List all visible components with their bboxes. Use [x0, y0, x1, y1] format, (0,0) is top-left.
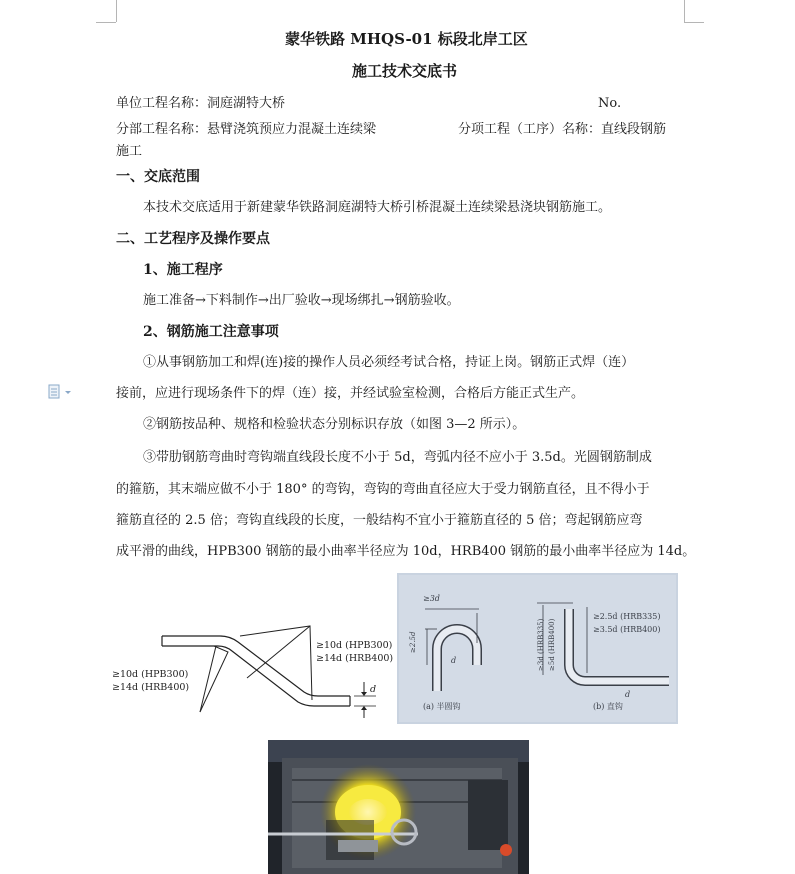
margin-corner-top-left — [116, 0, 117, 22]
sub-project-name: 分部工程名称：悬臂浇筑预应力混凝土连续梁 — [116, 122, 377, 137]
fig2-label-35d-hrb400: ≥3.5d (HRB400) — [593, 625, 661, 634]
doc-title: 蒙华铁路 MHQS-01 标段北岸工区 — [285, 30, 528, 48]
fig2-label-hrb335-v: ≥3d (HRB335) — [537, 618, 545, 671]
fig2-label-d1: d — [451, 656, 457, 665]
section-2-heading: 二、工艺程序及操作要点 — [116, 231, 270, 247]
paragraph-1-line-2: 接前，应进行现场条件下的焊（连）接，并经试验室检测，合格后方能正式生产。 — [116, 386, 585, 401]
fig2-label-hrb400-v: ≥5d (HRB400) — [548, 618, 556, 671]
fig2-label-3d: ≥3d — [423, 594, 440, 603]
paragraph-3-line-1: ③带肋钢筋弯曲时弯钩端直线段长度不小于 5d，弯弧内径不应小于 3.5d。光圆钢筋制成 — [143, 450, 652, 465]
paragraph-2: ②钢筋按品种、规格和检验状态分别标识存放（如图 3—2 所示）。 — [143, 417, 526, 432]
margin-corner-top-right — [684, 0, 685, 22]
margin-corner-top-right-h — [684, 22, 704, 23]
paragraph-menu-icon[interactable] — [48, 384, 74, 400]
paragraph-3-line-2: 的箍筋，其末端应做不小于 180° 的弯钩，弯钩的弯曲直径应大于受力钢筋直径，且不得小于 — [116, 482, 650, 497]
fig2-label-25d: ≥2.5d — [409, 631, 417, 653]
hook-diagram-scan — [397, 573, 678, 724]
fig1-label-left-2: ≥14d (HRB400) — [112, 682, 190, 693]
unit-project-name: 单位工程名称：洞庭湖特大桥 — [116, 96, 286, 111]
section-1-body: 本技术交底适用于新建蒙华铁路洞庭湖特大桥引桥混凝土连续梁悬浇块钢筋施工。 — [143, 200, 612, 215]
doc-subtitle: 施工技术交底书 — [352, 62, 458, 80]
fig2-caption-a: (a) 半圆钩 — [423, 702, 461, 711]
paragraph-1-line-1: ①从事钢筋加工和焊(连)接的操作人员必须经考试合格，持证上岗。钢筋正式焊（连） — [143, 355, 635, 370]
subsection-1-body: 施工准备→下料制作→出厂验收→现场绑扎→钢筋验收。 — [143, 293, 460, 308]
item-project-name-cont: 施工 — [116, 144, 143, 159]
fig1-label-right-1: ≥10d (HPB300) — [316, 640, 393, 651]
paragraph-3-line-3: 箍筋直径的 2.5 倍；弯钩直线段的长度，一般结构不宜小于箍筋直径的 5 倍；弯起钢筋应弯 — [116, 513, 643, 528]
paragraph-3-line-4: 成平滑的曲线，HPB300 钢筋的最小曲率半径应为 10d，HRB400 钢筋的最小曲率半径应为 14d。 — [116, 544, 696, 559]
subsection-1-heading: 1、施工程序 — [143, 262, 223, 278]
bent-bar-diagram — [112, 622, 402, 718]
item-project-name: 分项工程（工序）名称：直线段钢筋 — [458, 122, 667, 137]
fig2-label-d2: d — [625, 690, 631, 699]
fig1-label-right-2: ≥14d (HRB400) — [316, 653, 394, 664]
fig1-label-d: d — [370, 684, 377, 695]
fig1-label-left-1: ≥10d (HPB300) — [112, 669, 189, 680]
fig2-caption-b: (b) 直钩 — [593, 702, 623, 711]
document-number: No. — [598, 96, 622, 111]
margin-corner-top-left-h — [96, 22, 116, 23]
subsection-2-heading: 2、钢筋施工注意事项 — [143, 324, 279, 340]
section-1-heading: 一、交底范围 — [116, 169, 200, 185]
fig2-label-25d-hrb335: ≥2.5d (HRB335) — [593, 612, 661, 621]
rebar-bending-photo — [268, 740, 529, 874]
